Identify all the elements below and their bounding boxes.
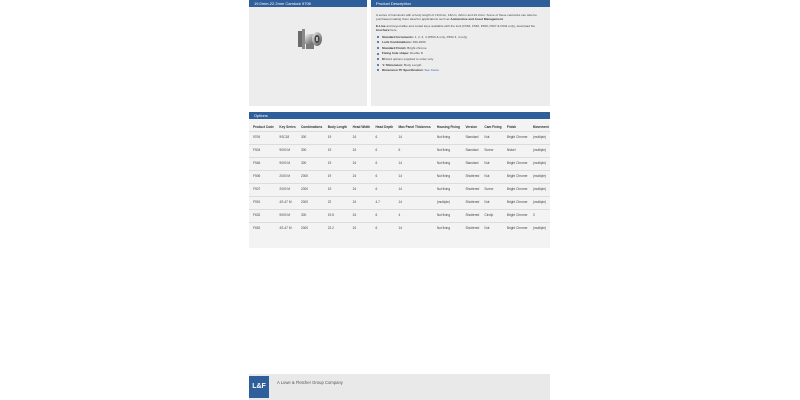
table-cell: 6 bbox=[371, 223, 394, 236]
table-cell: Bright Chrome bbox=[503, 171, 529, 184]
table-cell: 14 bbox=[395, 197, 433, 210]
lf-logo: L&F bbox=[249, 376, 269, 398]
table-cell: 9706 bbox=[249, 132, 275, 145]
table-cell: 9000 M bbox=[275, 145, 297, 158]
table-cell: 6 bbox=[371, 158, 394, 171]
table-cell: F591 bbox=[249, 197, 275, 210]
table-cell: Shuttered bbox=[461, 184, 480, 197]
table-cell: Screw bbox=[480, 184, 502, 197]
table-cell: 19 bbox=[324, 145, 349, 158]
table-cell: 300 bbox=[297, 210, 324, 223]
table-cell: Screw bbox=[480, 145, 502, 158]
product-title: 19.0mm-22.2mm Camlock 9706 bbox=[249, 0, 367, 7]
table-cell: 14 bbox=[395, 184, 433, 197]
table-cell: 9000 M bbox=[275, 158, 297, 171]
table-cell: 22 bbox=[324, 197, 349, 210]
spec-label: Fixing hole shape: bbox=[382, 51, 410, 56]
table-cell: 4.7 bbox=[371, 197, 394, 210]
spec-label: Dimension 'B' Specification: bbox=[382, 68, 424, 73]
table-cell: (multiple) bbox=[529, 132, 550, 145]
column-header: Finish bbox=[506, 125, 517, 129]
spec-item bbox=[376, 68, 545, 72]
spec-item bbox=[376, 57, 545, 61]
table-cell: 2000 M bbox=[275, 171, 297, 184]
table-cell: Nickel bbox=[503, 145, 529, 158]
spec-label: 'L' Dimension: bbox=[382, 62, 404, 67]
company-text: A Lowe & Fletcher Group Company bbox=[277, 380, 343, 385]
table-cell: 24 bbox=[349, 223, 372, 236]
bullet-icon bbox=[377, 47, 379, 49]
table-cell: F504 bbox=[249, 145, 275, 158]
spec-label: Standard Finish: bbox=[382, 45, 407, 50]
spec-value: Bright chrome bbox=[406, 45, 427, 50]
table-cell: Circlip bbox=[480, 210, 502, 223]
paragraph-2-text: and keyed alike and coded keys available with the lock (F504, F546, F506, F507 & F634 only), download the bbox=[385, 23, 536, 28]
table-cell: Shuttered bbox=[461, 223, 480, 236]
bullet-icon bbox=[377, 53, 379, 55]
see-cams-link[interactable]: See Cams bbox=[423, 68, 439, 73]
table-row bbox=[249, 197, 550, 210]
table-cell: 24 bbox=[349, 184, 372, 197]
table-cell: Shuttered bbox=[461, 210, 480, 223]
paragraph-2-bold: E-Line bbox=[376, 23, 386, 28]
table-cell: 24 bbox=[349, 197, 372, 210]
table-cell: 19 bbox=[324, 132, 349, 145]
table-cell: Bright Chrome bbox=[503, 223, 529, 236]
table-body bbox=[249, 132, 550, 236]
table-cell: 6 bbox=[371, 171, 394, 184]
table-cell: 2000 M bbox=[275, 184, 297, 197]
options-header: Options bbox=[249, 112, 550, 119]
spec-value: 300-2000 bbox=[411, 40, 426, 45]
spec-item bbox=[376, 51, 545, 55]
table-cell: F546 bbox=[249, 158, 275, 171]
table-cell: F507 bbox=[249, 184, 275, 197]
spec-value: fixed options supplied to order only bbox=[384, 57, 434, 61]
table-cell: (multiple) bbox=[529, 171, 550, 184]
table-cell: Nut fixing bbox=[433, 145, 462, 158]
table-cell: 300 bbox=[297, 132, 324, 145]
description-paragraph-2 bbox=[376, 24, 545, 33]
table-row bbox=[249, 184, 550, 197]
spec-item bbox=[376, 40, 545, 44]
table-cell: 19 bbox=[324, 184, 349, 197]
bullet-icon bbox=[377, 36, 379, 38]
table-cell: Shuttered bbox=[461, 197, 480, 210]
description-paragraph-1 bbox=[376, 13, 545, 22]
table-cell: Nut fixing bbox=[433, 171, 462, 184]
table-header-row bbox=[249, 123, 550, 132]
table-cell: Bright Chrome bbox=[503, 184, 529, 197]
footer bbox=[249, 374, 550, 400]
table-cell: 2000 bbox=[297, 184, 324, 197]
brochure-link[interactable]: brochure bbox=[376, 28, 390, 33]
table-cell: (multiple) bbox=[529, 184, 550, 197]
table-cell: (multiple) bbox=[433, 197, 462, 210]
table-cell: 24 bbox=[349, 210, 372, 223]
table-cell: (multiple) bbox=[529, 223, 550, 236]
spec-item bbox=[376, 35, 545, 39]
spec-item bbox=[376, 63, 545, 67]
table-cell: Bright Chrome bbox=[503, 158, 529, 171]
table-cell: Nut fixing bbox=[433, 223, 462, 236]
table-cell: 6 bbox=[395, 145, 433, 158]
table-cell: 19 bbox=[324, 171, 349, 184]
column-header: Version bbox=[465, 125, 477, 129]
column-header: Combinations bbox=[300, 125, 323, 129]
table-cell: Nut fixing bbox=[433, 210, 462, 223]
table-cell: Nut bbox=[480, 223, 502, 236]
column-header: Head Depth bbox=[375, 125, 394, 129]
product-image-card bbox=[249, 0, 367, 106]
table-cell: 19.5 bbox=[324, 210, 349, 223]
column-header: Head Width bbox=[352, 125, 371, 129]
table-cell: 4 bbox=[395, 210, 433, 223]
table-cell: Standard bbox=[461, 145, 480, 158]
table-cell: 24 bbox=[349, 132, 372, 145]
product-description-card bbox=[371, 0, 550, 106]
table-cell: Bright Chrome bbox=[503, 197, 529, 210]
column-header: Housing Fixing bbox=[436, 125, 460, 129]
column-header: Max Panel Thickness bbox=[398, 125, 431, 129]
table-cell: Nut bbox=[480, 132, 502, 145]
spec-value: Body Length bbox=[403, 62, 422, 67]
table-cell: 6 bbox=[371, 210, 394, 223]
table-cell: 6 bbox=[371, 132, 394, 145]
table-cell: Shuttered bbox=[461, 171, 480, 184]
table-row bbox=[249, 132, 550, 145]
table-cell: Nut bbox=[480, 158, 502, 171]
description-body bbox=[371, 7, 550, 80]
paragraph-1-text: A series of Camlocks with a body length of 19.0mm, 18mm, 22mm and 22.2mm. Some of these camlocks can also be purchased making them ideal for applications such as bbox=[376, 13, 537, 22]
table-cell: 300 bbox=[297, 145, 324, 158]
table-cell: 14 bbox=[395, 158, 433, 171]
spec-label: Standard Increments: bbox=[382, 34, 414, 39]
table-cell: 6 bbox=[371, 145, 394, 158]
table-cell: F632 bbox=[249, 210, 275, 223]
table-cell: 3 bbox=[529, 210, 550, 223]
table-row bbox=[249, 158, 550, 171]
column-header: Cam Fixing bbox=[484, 125, 502, 129]
bullet-icon bbox=[377, 69, 379, 71]
table-cell: Nut fixing bbox=[433, 158, 462, 171]
spec-item bbox=[376, 46, 545, 50]
options-table bbox=[249, 123, 550, 235]
table-cell: 14 bbox=[395, 171, 433, 184]
table-cell: Nut fixing bbox=[433, 132, 462, 145]
table-cell: Bright Chrome bbox=[503, 132, 529, 145]
bullet-icon bbox=[377, 41, 379, 43]
table-cell: F506 bbox=[249, 171, 275, 184]
column-header: Movement bbox=[532, 125, 549, 129]
table-cell: 24 bbox=[349, 171, 372, 184]
table-cell: 4S-47 M bbox=[275, 197, 297, 210]
options-panel bbox=[249, 112, 550, 248]
table-cell: Nut bbox=[480, 197, 502, 210]
table-cell: 6 bbox=[371, 184, 394, 197]
table-row bbox=[249, 210, 550, 223]
paragraph-1-end: . bbox=[502, 17, 504, 22]
table-cell: 19 bbox=[324, 158, 349, 171]
table-cell: (multiple) bbox=[529, 158, 550, 171]
table-cell: (multiple) bbox=[529, 145, 550, 158]
table-cell: 4S-47 M bbox=[275, 223, 297, 236]
table-row bbox=[249, 171, 550, 184]
table-cell: 14 bbox=[395, 132, 433, 145]
table-cell: 300 bbox=[297, 158, 324, 171]
table-cell: Standard bbox=[461, 132, 480, 145]
table-cell: Nut bbox=[480, 171, 502, 184]
table-cell: (multiple) bbox=[529, 197, 550, 210]
table-cell: Nut fixing bbox=[433, 184, 462, 197]
bullet-icon bbox=[377, 64, 379, 66]
paragraph-2-end: here. bbox=[389, 28, 398, 33]
description-header: Product Description bbox=[371, 0, 550, 7]
table-cell: 2000 bbox=[297, 171, 324, 184]
bullet-icon bbox=[377, 58, 379, 60]
column-header: Key Series bbox=[279, 125, 296, 129]
spec-value: Double D bbox=[409, 51, 423, 56]
column-header: Body Length bbox=[327, 125, 348, 129]
table-cell: 24 bbox=[349, 145, 372, 158]
table-cell: 22.2 bbox=[324, 223, 349, 236]
table-row bbox=[249, 223, 550, 236]
table-cell: 14 bbox=[395, 223, 433, 236]
table-cell: Bright Chrome bbox=[503, 210, 529, 223]
table-row bbox=[249, 145, 550, 158]
spec-label: M bbox=[382, 57, 385, 61]
column-header: Product Code bbox=[253, 125, 274, 129]
spec-list bbox=[376, 35, 545, 73]
table-cell: 2000 bbox=[297, 197, 324, 210]
spec-value: 1, 2, 3, 4 (F503 & only, F504 3, 4 only) bbox=[413, 34, 468, 39]
table-cell: 9SC18 bbox=[275, 132, 297, 145]
table-cell: Standard bbox=[461, 158, 480, 171]
spec-label: Lock Combinations: bbox=[382, 40, 412, 45]
table-cell: 2000 bbox=[297, 223, 324, 236]
camlock-image bbox=[294, 25, 324, 57]
table-cell: F652 bbox=[249, 223, 275, 236]
table-cell: 9000 M bbox=[275, 210, 297, 223]
table-cell: 24 bbox=[349, 158, 372, 171]
paragraph-1-bold: Automotive and Asset Management bbox=[450, 17, 503, 22]
